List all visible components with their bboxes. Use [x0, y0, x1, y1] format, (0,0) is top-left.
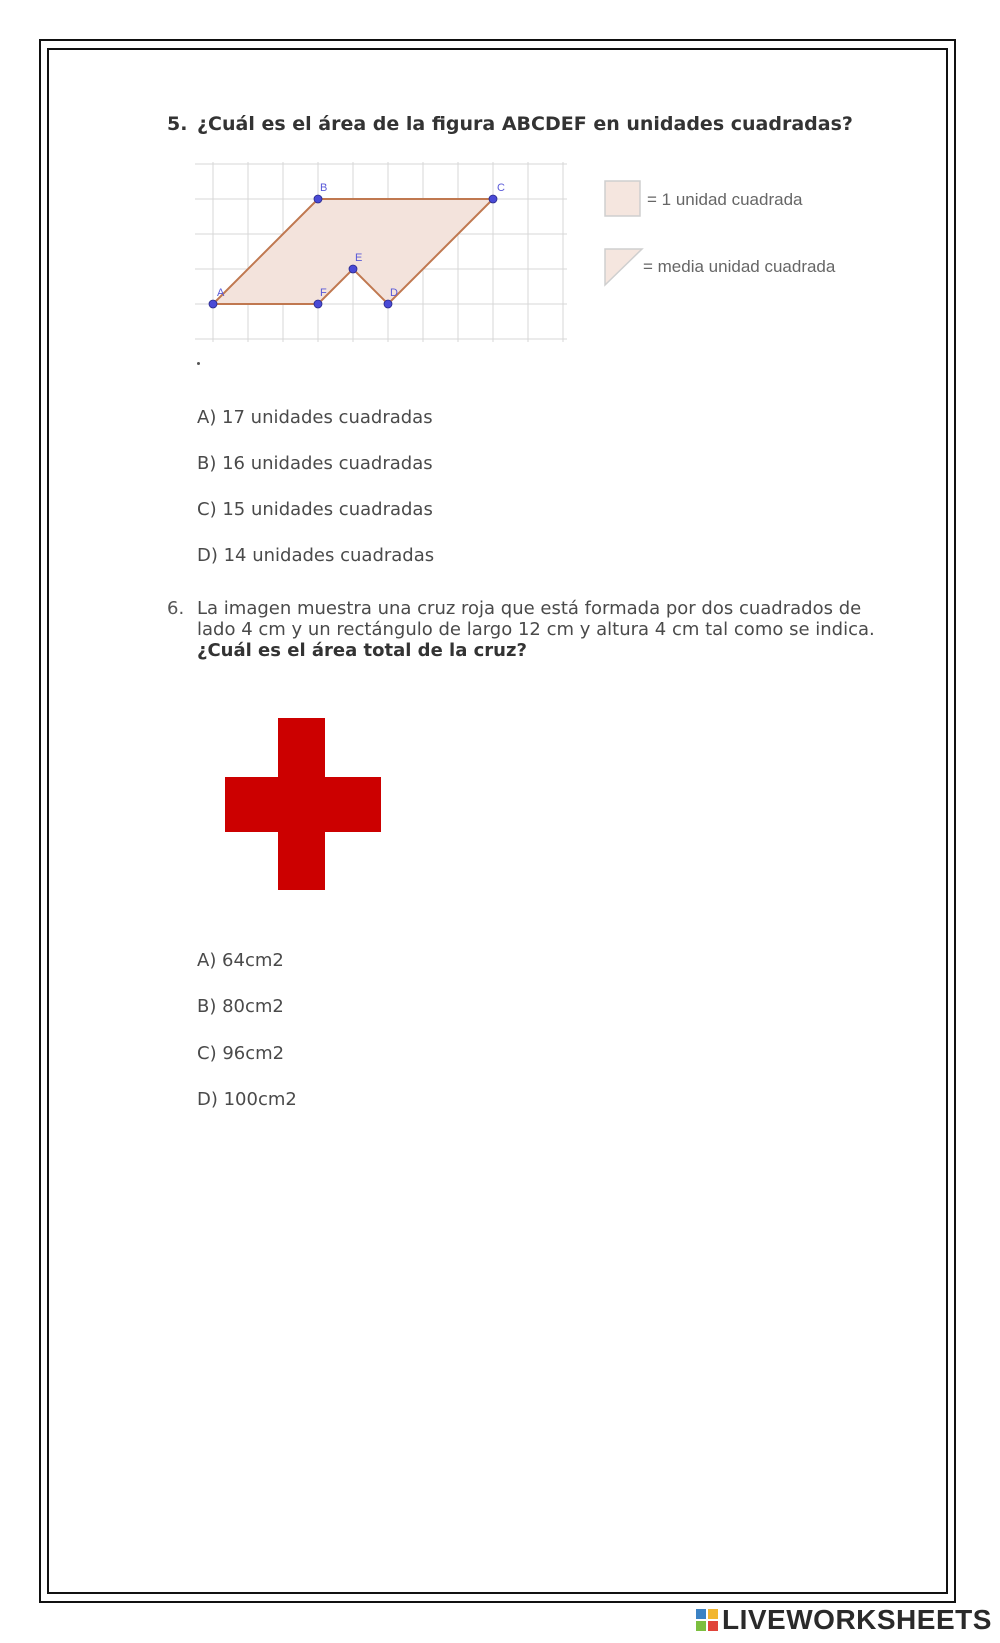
q5-option-d[interactable]: D) 14 unidades cuadradas: [197, 545, 435, 566]
legend-half-unit: = media unidad cuadrada: [643, 257, 836, 276]
q5-option-c[interactable]: C) 15 unidades cuadradas: [197, 499, 433, 520]
point-c: [489, 195, 497, 203]
unit-square-swatch: [605, 181, 640, 216]
q6-option-c[interactable]: C) 96cm2: [197, 1043, 285, 1064]
question-6-number: 6.: [167, 598, 185, 619]
point-a: [209, 300, 217, 308]
question-6-line-2: lado 4 cm y un rectángulo de largo 12 cm y altura 4 cm tal como se indica.: [197, 619, 875, 640]
point-label-f: F: [320, 287, 327, 299]
q5-option-b[interactable]: B) 16 unidades cuadradas: [197, 453, 433, 474]
logo-text: LIVEWORKSHEETS: [722, 1604, 992, 1635]
question-6-line-1: La imagen muestra una cruz roja que está formada por dos cuadrados de: [197, 598, 862, 619]
legend-swatches: [604, 180, 644, 290]
point-label-a: A: [217, 287, 225, 299]
point-label-b: B: [320, 182, 328, 194]
q6-option-d[interactable]: D) 100cm2: [197, 1089, 297, 1110]
point-b: [314, 195, 322, 203]
question-5-number: 5.: [167, 113, 188, 135]
q6-option-a[interactable]: A) 64cm2: [197, 950, 284, 971]
q6-option-b[interactable]: B) 80cm2: [197, 996, 284, 1017]
question-6-question: ¿Cuál es el área total de la cruz?: [197, 640, 527, 661]
point-e: [349, 265, 357, 273]
abcdef-figure: [195, 162, 567, 342]
liveworksheets-logo[interactable]: [696, 1603, 992, 1637]
point-d: [384, 300, 392, 308]
point-label-d: D: [390, 287, 398, 299]
bullet-dot: [197, 362, 200, 365]
point-label-e: E: [355, 252, 363, 264]
point-f: [314, 300, 322, 308]
logo-mark-icon: [696, 1609, 718, 1631]
legend-full-unit: = 1 unidad cuadrada: [647, 190, 803, 209]
figure-legend: [604, 180, 884, 290]
half-unit-swatch: [605, 249, 642, 285]
q5-option-a[interactable]: A) 17 unidades cuadradas: [197, 407, 433, 428]
red-cross: [225, 718, 381, 890]
question-5-text: ¿Cuál es el área de la figura ABCDEF en unidades cuadradas?: [197, 113, 853, 135]
point-label-c: C: [497, 182, 505, 194]
